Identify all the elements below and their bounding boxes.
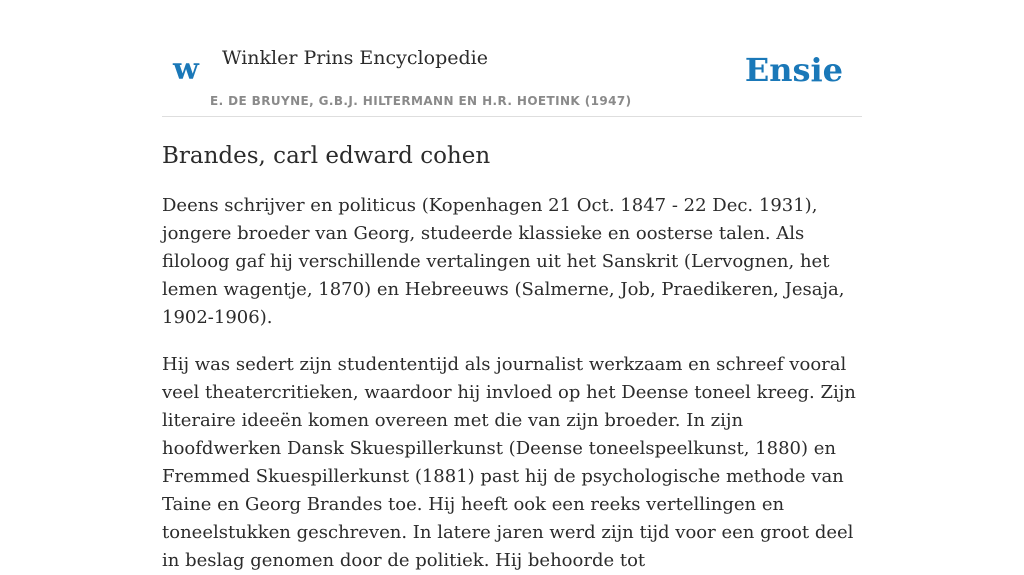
ensie-logo[interactable]: Ensie	[744, 51, 843, 89]
source-header	[162, 0, 862, 117]
article-paragraph: Hij was sedert zijn studententijd als journalist werkzaam en schreef vooral veel theatercritieken, waardoor hij invloed op het Deense toneel kreeg. Zijn literaire ideeën komen overeen met die van zijn broeder. In zijn hoofdwerken Dansk Skuespillerkunst (Deense toneelspeelkunst, 1880) en Fremmed Skuespillerkunst (1881) past hij de psychologische methode van Taine en Georg Brandes toe. Hij heeft ook een reeks vertellingen en toneelstukken geschreven. In latere jaren werd zijn tijd voor een groot deel in beslag genomen door de politiek. Hij behoorde tot	[162, 354, 856, 571]
winkler-prins-logo[interactable]: w	[173, 52, 199, 87]
article-page	[162, 0, 862, 575]
source-title[interactable]: Winkler Prins Encyclopedie	[222, 47, 488, 69]
source-authors: E. DE BRUYNE, G.B.J. HILTERMANN EN H.R. HOETINK (1947)	[210, 94, 632, 108]
article-title: Brandes, carl edward cohen	[162, 143, 491, 169]
article-paragraph: Deens schrijver en politicus (Kopenhagen 21 Oct. 1847 - 22 Dec. 1931), jongere broeder van Georg, studeerde klassieke en oosterse talen. Als filoloog gaf hij verschillende vertalingen uit het Sanskrit (Lervognen, het lemen wagentje, 1870) en Hebreeuws (Salmerne, Job, Praedikeren, Jesaja, 1902-1906).	[162, 195, 845, 328]
